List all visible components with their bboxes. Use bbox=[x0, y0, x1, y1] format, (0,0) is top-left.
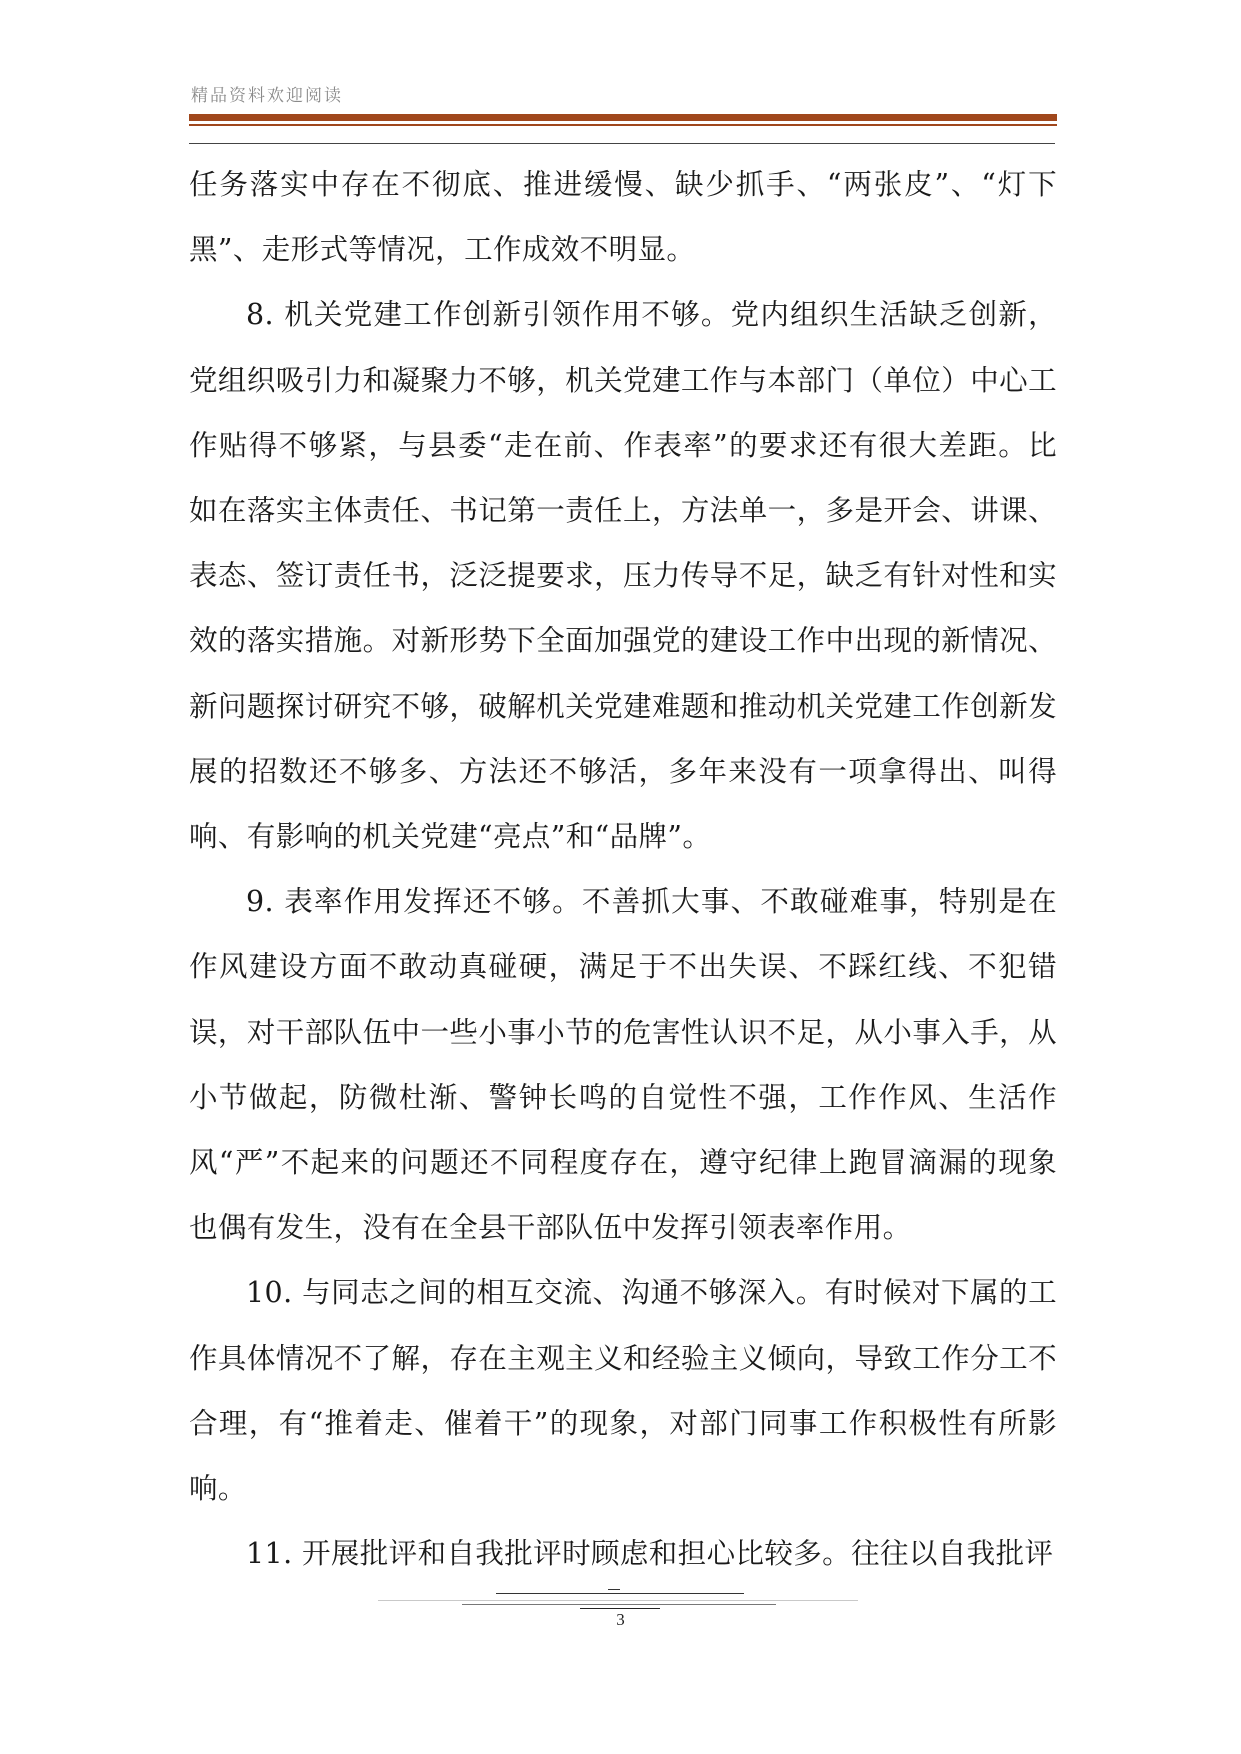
page-header bbox=[189, 86, 1057, 126]
page-footer bbox=[0, 1593, 1241, 1653]
paragraph-continuation: 任务落实中存在不彻底、推进缓慢、缺少抓手、“两张皮”、“灯下黑”、走形式等情况，工作成效不明显。 bbox=[189, 168, 1057, 267]
paragraph-item-10: 10. 与同志之间的相互交流、沟通不够深入。有时候对下属的工作具体情况不了解，存在主观主义和经验主义倾向，导致工作分工不合理，有“推着走、催着干”的现象，对部门同事工作积极性有所影响。 bbox=[189, 1276, 1057, 1506]
footer-rule-wide bbox=[378, 1600, 858, 1601]
page-number: 3 bbox=[616, 1610, 625, 1629]
footer-rule-middle bbox=[462, 1604, 776, 1605]
paragraph-item-11: 11. 开展批评和自我批评时顾虑和担心比较多。往往以自我批评 bbox=[246, 1537, 1054, 1571]
footer-rule-top bbox=[496, 1593, 744, 1594]
footer-rule-mark bbox=[608, 1589, 620, 1590]
content-top-rule bbox=[189, 143, 1055, 144]
header-divider-thick bbox=[189, 114, 1057, 121]
footer-rule-short bbox=[580, 1608, 660, 1609]
header-title: 精品资料欢迎阅读 bbox=[191, 86, 343, 106]
paragraph-item-9: 9. 表率作用发挥还不够。不善抓大事、不敢碰难事，特别是在作风建设方面不敢动真碰硬，满足于不出失误、不踩红线、不犯错误，对干部队伍中一些小事小节的危害性认识不足，从小事入手，从小节做起，防微杜渐、警钟长鸣的自觉性不强，工作作风、生活作风“严”不起来的问题还不同程度存在，遵守纪律上跑冒滴漏的现象也偶有发生，没有在全县干部队伍中发挥引领表率作用。 bbox=[189, 885, 1057, 1245]
header-divider-thin bbox=[189, 124, 1057, 126]
document-body bbox=[189, 152, 1057, 1586]
paragraph-item-8: 8. 机关党建工作创新引领作用不够。党内组织生活缺乏创新，党组织吸引力和凝聚力不够，机关党建工作与本部门（单位）中心工作贴得不够紧，与县委“走在前、作表率”的要求还有很大差距。比如在落实主体责任、书记第一责任上，方法单一，多是开会、讲课、表态、签订责任书，泛泛提要求，压力传导不足，缺乏有针对性和实效的落实措施。对新形势下全面加强党的建设工作中出现的新情况、新问题探讨研究不够，破解机关党建难题和推动机关党建工作创新发展的招数还不够多、方法还不够活，多年来没有一项拿得出、叫得响、有影响的机关党建“亮点”和“品牌”。 bbox=[189, 298, 1057, 854]
